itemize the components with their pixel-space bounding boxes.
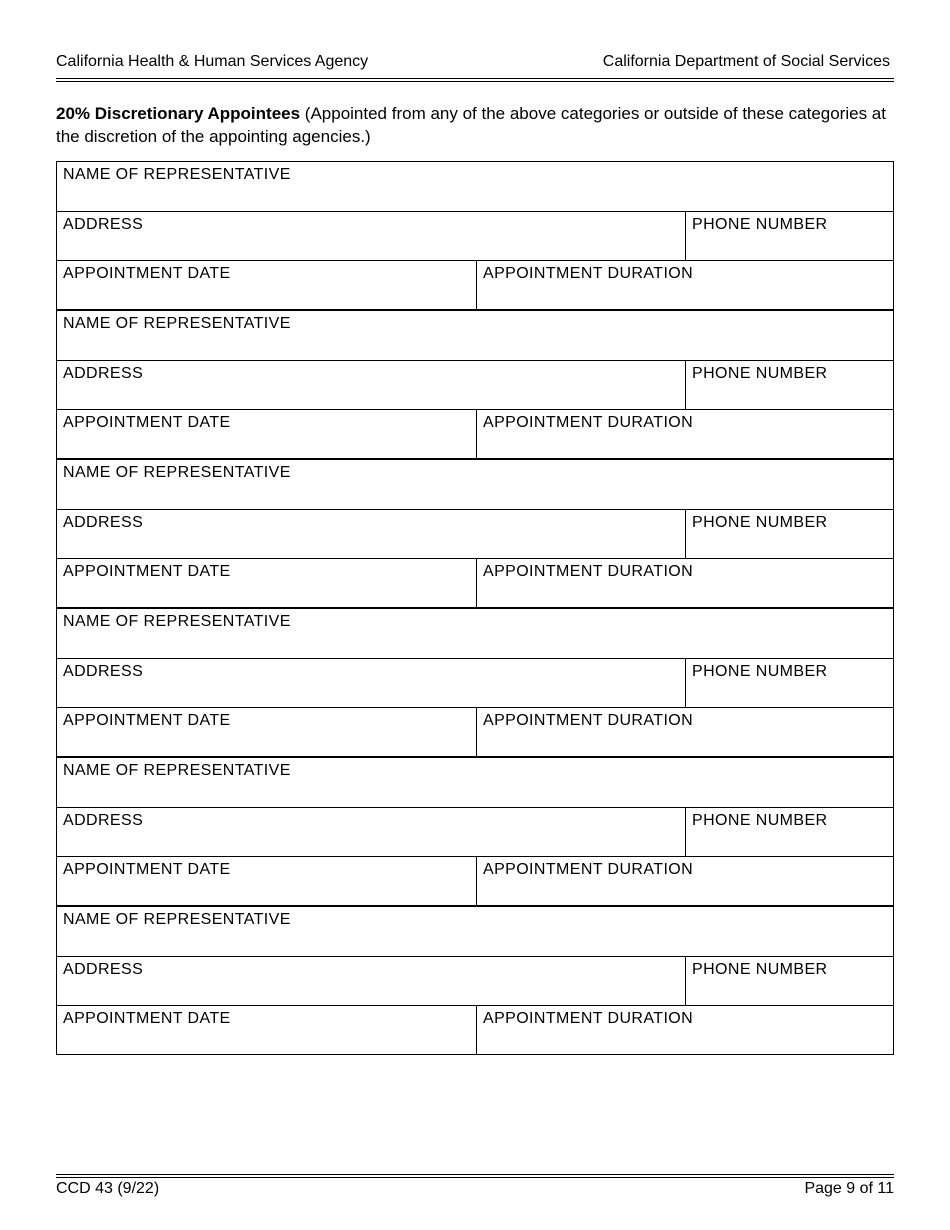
address-field-label: ADDRESS bbox=[63, 663, 144, 680]
name-row bbox=[57, 311, 893, 360]
address-field-label: ADDRESS bbox=[63, 365, 144, 382]
appointment-date-field-label: APPOINTMENT DATE bbox=[63, 1010, 231, 1027]
address-field[interactable] bbox=[57, 957, 685, 1005]
name-row bbox=[57, 907, 893, 956]
header-divider bbox=[56, 78, 894, 82]
representative-name-field-label: NAME OF REPRESENTATIVE bbox=[63, 166, 291, 183]
phone-number-field[interactable] bbox=[685, 659, 893, 707]
phone-number-field[interactable] bbox=[685, 957, 893, 1005]
appointment-row bbox=[57, 558, 893, 607]
appointment-row bbox=[57, 856, 893, 905]
address-row bbox=[57, 956, 893, 1005]
department-name: California Department of Social Services bbox=[602, 53, 890, 70]
appointment-date-field[interactable] bbox=[57, 857, 476, 905]
appointment-duration-field[interactable] bbox=[476, 708, 893, 756]
representative-name-field-label: NAME OF REPRESENTATIVE bbox=[63, 762, 291, 779]
address-field[interactable] bbox=[57, 361, 685, 409]
representative-block bbox=[57, 311, 893, 460]
appointment-date-field[interactable] bbox=[57, 261, 476, 309]
appointment-duration-field[interactable] bbox=[476, 559, 893, 607]
appointment-date-field-label: APPOINTMENT DATE bbox=[63, 414, 231, 431]
representative-name-field-label: NAME OF REPRESENTATIVE bbox=[63, 911, 291, 928]
representative-name-field[interactable] bbox=[57, 311, 893, 360]
page-number: Page 9 of 11 bbox=[804, 1180, 894, 1197]
phone-number-field[interactable] bbox=[685, 212, 893, 260]
footer-divider bbox=[56, 1174, 894, 1178]
address-row bbox=[57, 211, 893, 260]
appointment-date-field-label: APPOINTMENT DATE bbox=[63, 563, 231, 580]
appointment-duration-field-label: APPOINTMENT DURATION bbox=[483, 1010, 694, 1027]
appointment-duration-field[interactable] bbox=[476, 1006, 893, 1054]
phone-number-field-label: PHONE NUMBER bbox=[692, 216, 828, 233]
section-description: (Appointed from any of the above categories or outside of these categories at the discretion of the appointing agencies.) bbox=[56, 104, 886, 146]
phone-number-field-label: PHONE NUMBER bbox=[692, 812, 828, 829]
address-row bbox=[57, 360, 893, 409]
representative-block bbox=[57, 162, 893, 311]
address-field[interactable] bbox=[57, 510, 685, 558]
appointment-row bbox=[57, 260, 893, 309]
appointment-date-field-label: APPOINTMENT DATE bbox=[63, 861, 231, 878]
representative-name-field-label: NAME OF REPRESENTATIVE bbox=[63, 464, 291, 481]
appointment-date-field[interactable] bbox=[57, 708, 476, 756]
appointment-row bbox=[57, 707, 893, 756]
address-field[interactable] bbox=[57, 808, 685, 856]
form-id: CCD 43 (9/22) bbox=[56, 1180, 160, 1197]
address-row bbox=[57, 509, 893, 558]
representative-block bbox=[57, 907, 893, 1055]
appointment-duration-field-label: APPOINTMENT DURATION bbox=[483, 414, 694, 431]
phone-number-field[interactable] bbox=[685, 808, 893, 856]
address-field-label: ADDRESS bbox=[63, 812, 144, 829]
address-row bbox=[57, 807, 893, 856]
representative-block bbox=[57, 609, 893, 758]
representative-block bbox=[57, 460, 893, 609]
address-field[interactable] bbox=[57, 212, 685, 260]
address-field-label: ADDRESS bbox=[63, 514, 144, 531]
appointment-duration-field[interactable] bbox=[476, 261, 893, 309]
agency-name: California Health & Human Services Agency bbox=[56, 53, 369, 70]
page-header bbox=[56, 52, 890, 72]
address-field-label: ADDRESS bbox=[63, 216, 144, 233]
representative-name-field[interactable] bbox=[57, 162, 893, 211]
section-title: 20% Discretionary Appointees bbox=[56, 104, 301, 123]
phone-number-field-label: PHONE NUMBER bbox=[692, 365, 828, 382]
representative-name-field[interactable] bbox=[57, 758, 893, 807]
appointment-row bbox=[57, 409, 893, 458]
representative-name-field[interactable] bbox=[57, 609, 893, 658]
name-row bbox=[57, 758, 893, 807]
phone-number-field-label: PHONE NUMBER bbox=[692, 514, 828, 531]
phone-number-field[interactable] bbox=[685, 510, 893, 558]
address-row bbox=[57, 658, 893, 707]
phone-number-field-label: PHONE NUMBER bbox=[692, 961, 828, 978]
representative-name-field-label: NAME OF REPRESENTATIVE bbox=[63, 315, 291, 332]
page-footer bbox=[56, 1179, 894, 1199]
representative-block bbox=[57, 758, 893, 907]
appointment-duration-field-label: APPOINTMENT DURATION bbox=[483, 563, 694, 580]
representative-name-field-label: NAME OF REPRESENTATIVE bbox=[63, 613, 291, 630]
address-field-label: ADDRESS bbox=[63, 961, 144, 978]
appointment-duration-field[interactable] bbox=[476, 410, 893, 458]
representative-name-field[interactable] bbox=[57, 907, 893, 956]
appointment-date-field-label: APPOINTMENT DATE bbox=[63, 712, 231, 729]
appointment-duration-field-label: APPOINTMENT DURATION bbox=[483, 861, 694, 878]
appointment-duration-field-label: APPOINTMENT DURATION bbox=[483, 265, 694, 282]
representatives-form bbox=[56, 161, 894, 1055]
phone-number-field-label: PHONE NUMBER bbox=[692, 663, 828, 680]
representative-name-field[interactable] bbox=[57, 460, 893, 509]
appointment-row bbox=[57, 1005, 893, 1054]
name-row bbox=[57, 460, 893, 509]
phone-number-field[interactable] bbox=[685, 361, 893, 409]
name-row bbox=[57, 609, 893, 658]
address-field[interactable] bbox=[57, 659, 685, 707]
appointment-duration-field-label: APPOINTMENT DURATION bbox=[483, 712, 694, 729]
section-intro bbox=[56, 102, 886, 148]
appointment-date-field[interactable] bbox=[57, 559, 476, 607]
appointment-duration-field[interactable] bbox=[476, 857, 893, 905]
name-row bbox=[57, 162, 893, 211]
appointment-date-field[interactable] bbox=[57, 410, 476, 458]
appointment-date-field-label: APPOINTMENT DATE bbox=[63, 265, 231, 282]
appointment-date-field[interactable] bbox=[57, 1006, 476, 1054]
